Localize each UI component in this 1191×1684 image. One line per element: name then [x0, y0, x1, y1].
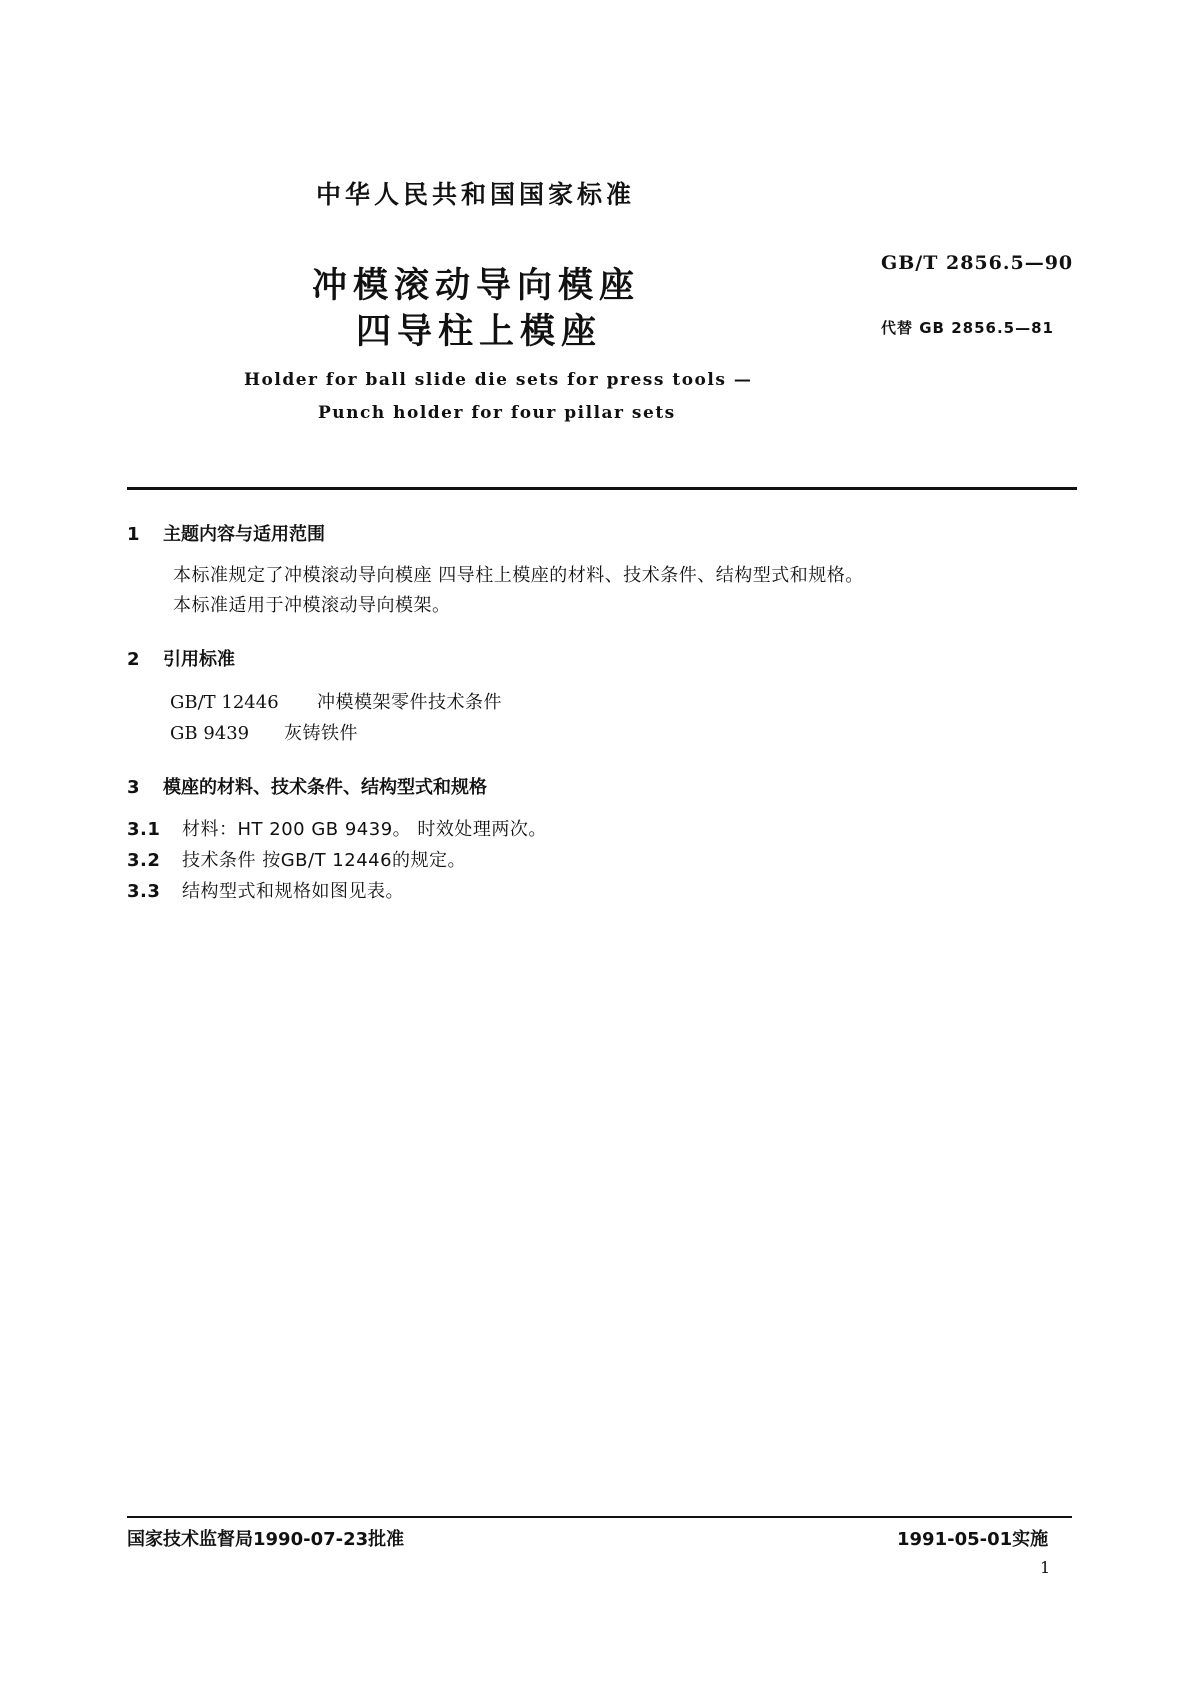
clause-row: [127, 846, 466, 872]
section-1-title: 主题内容与适用范围: [163, 524, 325, 545]
clause-number: 3.2: [127, 850, 161, 871]
reference-row: [170, 719, 358, 745]
section-1-paragraph-2: 本标准适用于冲模滚动导向模架。: [173, 595, 451, 616]
section-1-number: 1: [127, 524, 140, 545]
clause-text: 材料：HT 200 GB 9439。 时效处理两次。: [182, 819, 547, 840]
reference-name: 灰铸铁件: [284, 723, 358, 744]
clause-number: 3.3: [127, 881, 161, 902]
clause-text: 技术条件 按GB/T 12446的规定。: [182, 850, 467, 871]
effective-date: 1991-05-01实施: [897, 1529, 1049, 1550]
standard-code: GB/T 2856.5—90: [881, 252, 1074, 274]
section-3-heading: [127, 773, 487, 799]
clause-row: [127, 877, 404, 903]
document-title-line2: 四导柱上模座: [356, 312, 603, 352]
approval-date: 国家技术监督局1990-07-23批准: [127, 1529, 405, 1550]
reference-code: GB 9439: [170, 723, 250, 744]
reference-name: 冲模模架零件技术条件: [317, 692, 502, 713]
section-3-title: 模座的材料、技术条件、结构型式和规格: [163, 777, 487, 798]
replaces-standard: 代替 GB 2856.5—81: [881, 319, 1054, 337]
section-2-number: 2: [127, 649, 140, 670]
clause-number: 3.1: [127, 819, 161, 840]
national-standard-header: 中华人民共和国国家标准: [316, 180, 636, 209]
header-divider: [127, 487, 1077, 490]
section-2-title: 引用标准: [163, 649, 235, 670]
clause-text: 结构型式和规格如图见表。: [182, 881, 404, 902]
clause-row: [127, 815, 547, 841]
footer-divider: [127, 1516, 1072, 1518]
page-number: 1: [1040, 1558, 1051, 1577]
reference-code: GB/T 12446: [170, 692, 279, 713]
section-3-number: 3: [127, 777, 140, 798]
english-title-line2: Punch holder for four pillar sets: [318, 403, 676, 423]
section-1-heading: [127, 520, 325, 546]
section-1-paragraph-1: 本标准规定了冲模滚动导向模座 四导柱上模座的材料、技术条件、结构型式和规格。: [173, 565, 864, 586]
section-2-heading: [127, 645, 235, 671]
reference-row: [170, 688, 502, 714]
document-title-line1: 冲模滚动导向模座: [312, 266, 641, 306]
english-title-line1: Holder for ball slide die sets for press tools —: [244, 370, 753, 390]
